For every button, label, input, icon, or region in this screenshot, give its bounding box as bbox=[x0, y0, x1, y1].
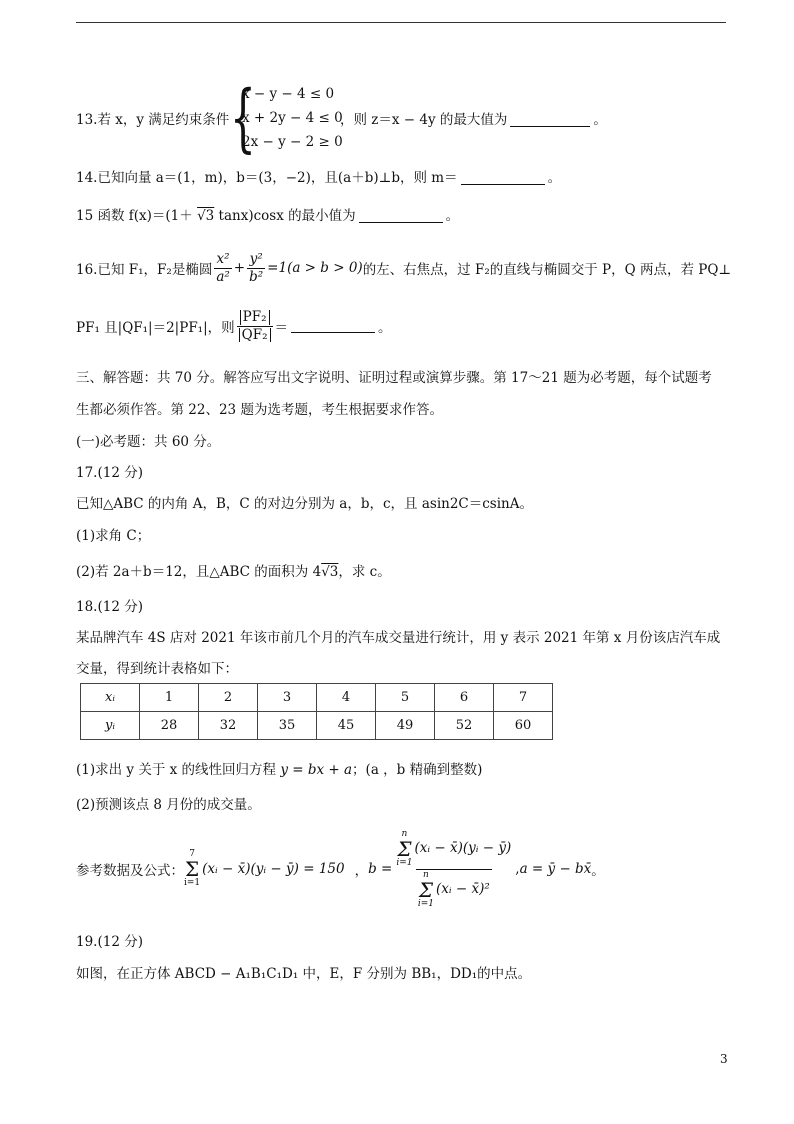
table-cell: 28 bbox=[140, 712, 199, 740]
q13-prefix: 13.若 x，y 满足约束条件 bbox=[76, 112, 230, 128]
q13-answer-blank bbox=[510, 113, 590, 128]
b-formula-fraction: n Σ i=1 (xᵢ − x̄)(yᵢ − ȳ) n Σ i=1 (xᵢ − x̄)² bbox=[396, 828, 512, 909]
q16-ratio-fraction: $\frac{\text{PF₂}}{\text{QF₂}}$ bbox=[237, 310, 273, 343]
q18-data-table bbox=[80, 683, 553, 740]
table-header-x: xᵢ bbox=[81, 684, 140, 712]
sum-symbol: 7 Σ i=1 bbox=[184, 849, 201, 888]
q17-head: 17.(12 分) bbox=[76, 465, 143, 481]
q18-regression-eq: y = bx + a bbox=[280, 762, 353, 778]
table-cell: 52 bbox=[435, 712, 494, 740]
table-header-y: yᵢ bbox=[81, 712, 140, 740]
q17-stem: 已知△ABC 的内角 A，B，C 的对边分别为 a，b，c，且 asin2C＝csinA。 bbox=[76, 496, 533, 512]
q15-answer-blank bbox=[359, 209, 443, 224]
table-row bbox=[81, 712, 553, 740]
section3-line2: 生都必须作答。第 22、23 题为选考题，考生根据要求作答。 bbox=[76, 402, 443, 418]
q18-part1: (1)求出 y 关于 x 的线性回归方程 y = bx + a；(a ，b 精确到整数) bbox=[76, 762, 483, 778]
q19-stem: 如图，在正方体 ABCD − A₁B₁C₁D₁ 中，E，F 分别为 BB₁，DD₁的中点。 bbox=[76, 966, 532, 982]
q19-head: 19.(12 分) bbox=[76, 934, 143, 950]
table-row bbox=[81, 684, 553, 712]
q16-answer-blank bbox=[291, 319, 375, 334]
q16-fraction-y: $\frac{\text{y²}}{\text{b²}}$ bbox=[249, 250, 264, 285]
q16-fraction-x: $\frac{\text{x²}}{\text{a²}}$ bbox=[216, 250, 230, 285]
q18-stem-1: 某品牌汽车 4S 店对 2021 年该市前几个月的汽车成交量进行统计，用 y 表示 2021 年第 x 月份该店汽车成 bbox=[76, 630, 721, 646]
q13-constraint-1: x − y − 4 ≤ 0 bbox=[242, 86, 335, 102]
table-cell: 35 bbox=[258, 712, 317, 740]
q13-constraint-3: 2x − y − 2 ≥ 0 bbox=[242, 134, 343, 150]
q18-reference: 参考数据及公式： 7 Σ i=1 (xᵢ − x̄)(yᵢ − ȳ) = 150 ， b = n Σ i=1 (xᵢ − x̄)(yᵢ − ȳ) n Σ i=1 (xᵢ − x̄)² , a = ȳ − bx̄ 。 bbox=[76, 828, 605, 909]
q17-part1: (1)求角 C； bbox=[76, 528, 151, 544]
q15: 15 函数 f(x)＝(1＋ √3 tanx)cosx 的最小值为 。 bbox=[76, 208, 460, 224]
q13-brace: { bbox=[230, 75, 256, 161]
q18-head: 18.(12 分) bbox=[76, 599, 143, 615]
q14: 14.已知向量 a＝(1，m)，b＝(3，−2)，且(a＋b)⊥b，则 m＝ 。 bbox=[76, 170, 562, 186]
header-rule bbox=[76, 22, 726, 23]
table-cell: 7 bbox=[494, 684, 553, 712]
q18-stem-2: 交量，得到统计表格如下： bbox=[76, 661, 238, 677]
table-cell: 45 bbox=[317, 712, 376, 740]
table-cell: 3 bbox=[258, 684, 317, 712]
table-cell: 32 bbox=[199, 712, 258, 740]
table-cell: 1 bbox=[140, 684, 199, 712]
q14-answer-blank bbox=[461, 171, 545, 186]
table-cell: 2 bbox=[199, 684, 258, 712]
page-number: 3 bbox=[720, 1052, 728, 1066]
q16-line1: 16.已知 F₁，F₂是椭圆 $\frac{\text{x²}}{\text{a²}}$ + $\frac{\text{y²}}{\text{b²}}$ =1(a > b > 0) 的左、右焦点，过 F₂的直线与椭圆交于 P，Q 两点，若 PQ⊥ bbox=[76, 250, 732, 285]
table-cell: 60 bbox=[494, 712, 553, 740]
q18-part2: (2)预测该点 8 月份的成交量。 bbox=[76, 797, 261, 813]
q17-part2: (2)若 2a＋b＝12，且△ABC 的面积为 4√3，求 c。 bbox=[76, 564, 391, 580]
q13-suffix: ，则 z＝x − 4y 的最大值为 。 bbox=[340, 112, 607, 128]
section3-line1: 三、解答题：共 70 分。解答应写出文字说明、证明过程或演算步骤。第 17～21 题为必考题，每个试题考 bbox=[76, 370, 712, 386]
q16-line2: PF₁ 且|QF₁|＝2|PF₁|，则 $\frac{\text{PF₂}}{\text{QF₂}}$ ＝ 。 bbox=[76, 308, 392, 343]
table-cell: 5 bbox=[376, 684, 435, 712]
q13-constraint-2: x + 2y − 4 ≤ 0 bbox=[242, 110, 343, 126]
table-cell: 49 bbox=[376, 712, 435, 740]
section3-sub: (一)必考题：共 60 分。 bbox=[76, 434, 221, 450]
table-cell: 6 bbox=[435, 684, 494, 712]
table-cell: 4 bbox=[317, 684, 376, 712]
